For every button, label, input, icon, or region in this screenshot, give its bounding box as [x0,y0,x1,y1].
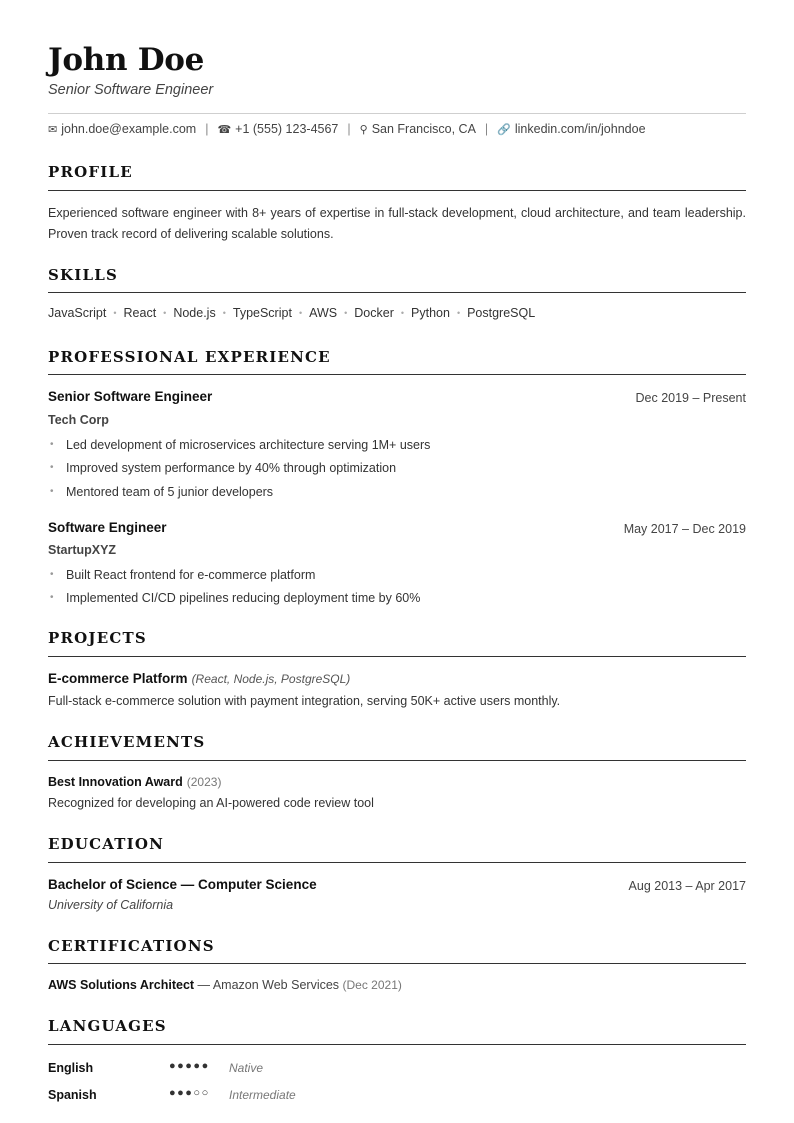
job-dates: Dec 2019 – Present [635,391,746,405]
contact-email[interactable] [48,122,196,136]
section-divider [48,963,746,964]
skill-separator: • [113,308,117,318]
candidate-title: Senior Software Engineer [48,82,214,98]
skill-item: React [123,306,157,320]
contact-location [360,122,476,136]
link-icon: 🔗 [497,123,511,136]
section-divider [48,190,746,191]
contact-email-text: john.doe@example.com [61,122,197,136]
achievement-name: Best Innovation Award [48,775,183,789]
job-company: StartupXYZ [48,543,117,557]
skill-item: TypeScript [232,306,292,320]
skill-separator: • [163,308,167,318]
section-divider [48,656,746,657]
contact-linkedin-text[interactable]: linkedin.com/in/johndoe [514,122,646,136]
language-name: English [48,1061,94,1075]
skill-separator: • [344,308,348,318]
section-heading-certifications: CERTIFICATIONS [48,937,215,955]
candidate-name: John Doe [48,42,205,78]
certification-issuer: — Amazon Web Services [194,978,343,992]
project-heading [48,671,350,686]
section-heading-experience: PROFESSIONAL EXPERIENCE [48,348,331,366]
proficiency-dots: ●●●●● [169,1060,210,1072]
contact-separator: | [205,122,209,136]
section-heading-profile: PROFILE [48,163,133,181]
section-heading-achievements: ACHIEVEMENTS [48,733,206,751]
list-item: • Built React frontend for e-commerce platform [48,566,420,589]
contact-phone[interactable] [217,122,338,136]
mail-icon: ✉ [48,123,58,136]
job-bullets [48,436,430,506]
list-item: • Implemented CI/CD pipelines reducing deployment time by 60% [48,589,420,612]
section-divider [48,760,746,761]
education-school: University of California [48,898,174,912]
skill-item: Python [411,306,450,320]
job-dates: May 2017 – Dec 2019 [623,522,746,536]
education-degree: Bachelor of Science — Computer Science [48,877,317,892]
section-divider [48,292,746,293]
job-title: Senior Software Engineer [48,389,213,404]
list-item: • Improved system performance by 40% through optimization [48,459,430,482]
section-heading-education: EDUCATION [48,835,165,853]
certification-item [48,978,402,992]
section-heading-projects: PROJECTS [48,629,147,647]
header-divider [48,113,746,114]
skill-separator: • [222,308,226,318]
education-dates: Aug 2013 – Apr 2017 [628,879,746,893]
achievement-heading [48,775,221,789]
contact-separator: | [484,122,489,136]
skill-item: Node.js [173,306,216,320]
skill-separator: • [456,308,461,318]
job-title: Software Engineer [48,520,167,535]
certification-date: (Dec 2021) [342,978,402,992]
contact-linkedin[interactable] [497,122,645,136]
job-bullets [48,566,420,613]
skill-item: PostgreSQL [467,306,536,320]
section-heading-languages: LANGUAGES [48,1017,167,1035]
achievement-year: (2023) [186,775,222,789]
certification-name: AWS Solutions Architect [48,978,195,992]
skill-separator: • [298,308,303,318]
project-description: Full-stack e-commerce solution with payment integration, serving 50K+ active users monthly. [48,694,561,708]
location-pin-icon: ⚲ [359,123,368,136]
project-name: E-commerce Platform [48,671,188,686]
project-tech: (React, Node.js, PostgreSQL) [191,672,351,686]
language-name: Spanish [48,1088,97,1102]
job-company: Tech Corp [48,413,109,427]
section-heading-skills: SKILLS [48,266,119,284]
skill-item: Docker [354,306,394,320]
skill-separator: • [400,308,405,318]
achievement-description: Recognized for developing an AI-powered code review tool [48,796,374,810]
contact-location-text: San Francisco, CA [371,122,476,136]
section-divider [48,1044,746,1045]
proficiency-dots: ●●●○○ [169,1087,210,1099]
contact-bar [48,122,646,136]
section-divider [48,862,746,863]
list-item: • Mentored team of 5 junior developers [48,483,430,506]
proficiency-level: Intermediate [229,1088,296,1102]
list-item: • Led development of microservices architecture serving 1M+ users [48,436,430,459]
contact-separator: | [347,122,351,136]
skill-item: AWS [309,306,338,320]
skill-item: JavaScript [48,306,107,320]
contact-phone-text: +1 (555) 123-4567 [235,122,339,136]
section-divider [48,374,746,375]
skills-list [48,306,535,320]
phone-icon: ☎ [217,123,232,136]
proficiency-level: Native [229,1061,264,1075]
profile-summary: Experienced software engineer with 8+ years of expertise in full-stack development, cloud architecture, and team leadership. Proven track record of delivering scalable solutions. [48,206,746,241]
